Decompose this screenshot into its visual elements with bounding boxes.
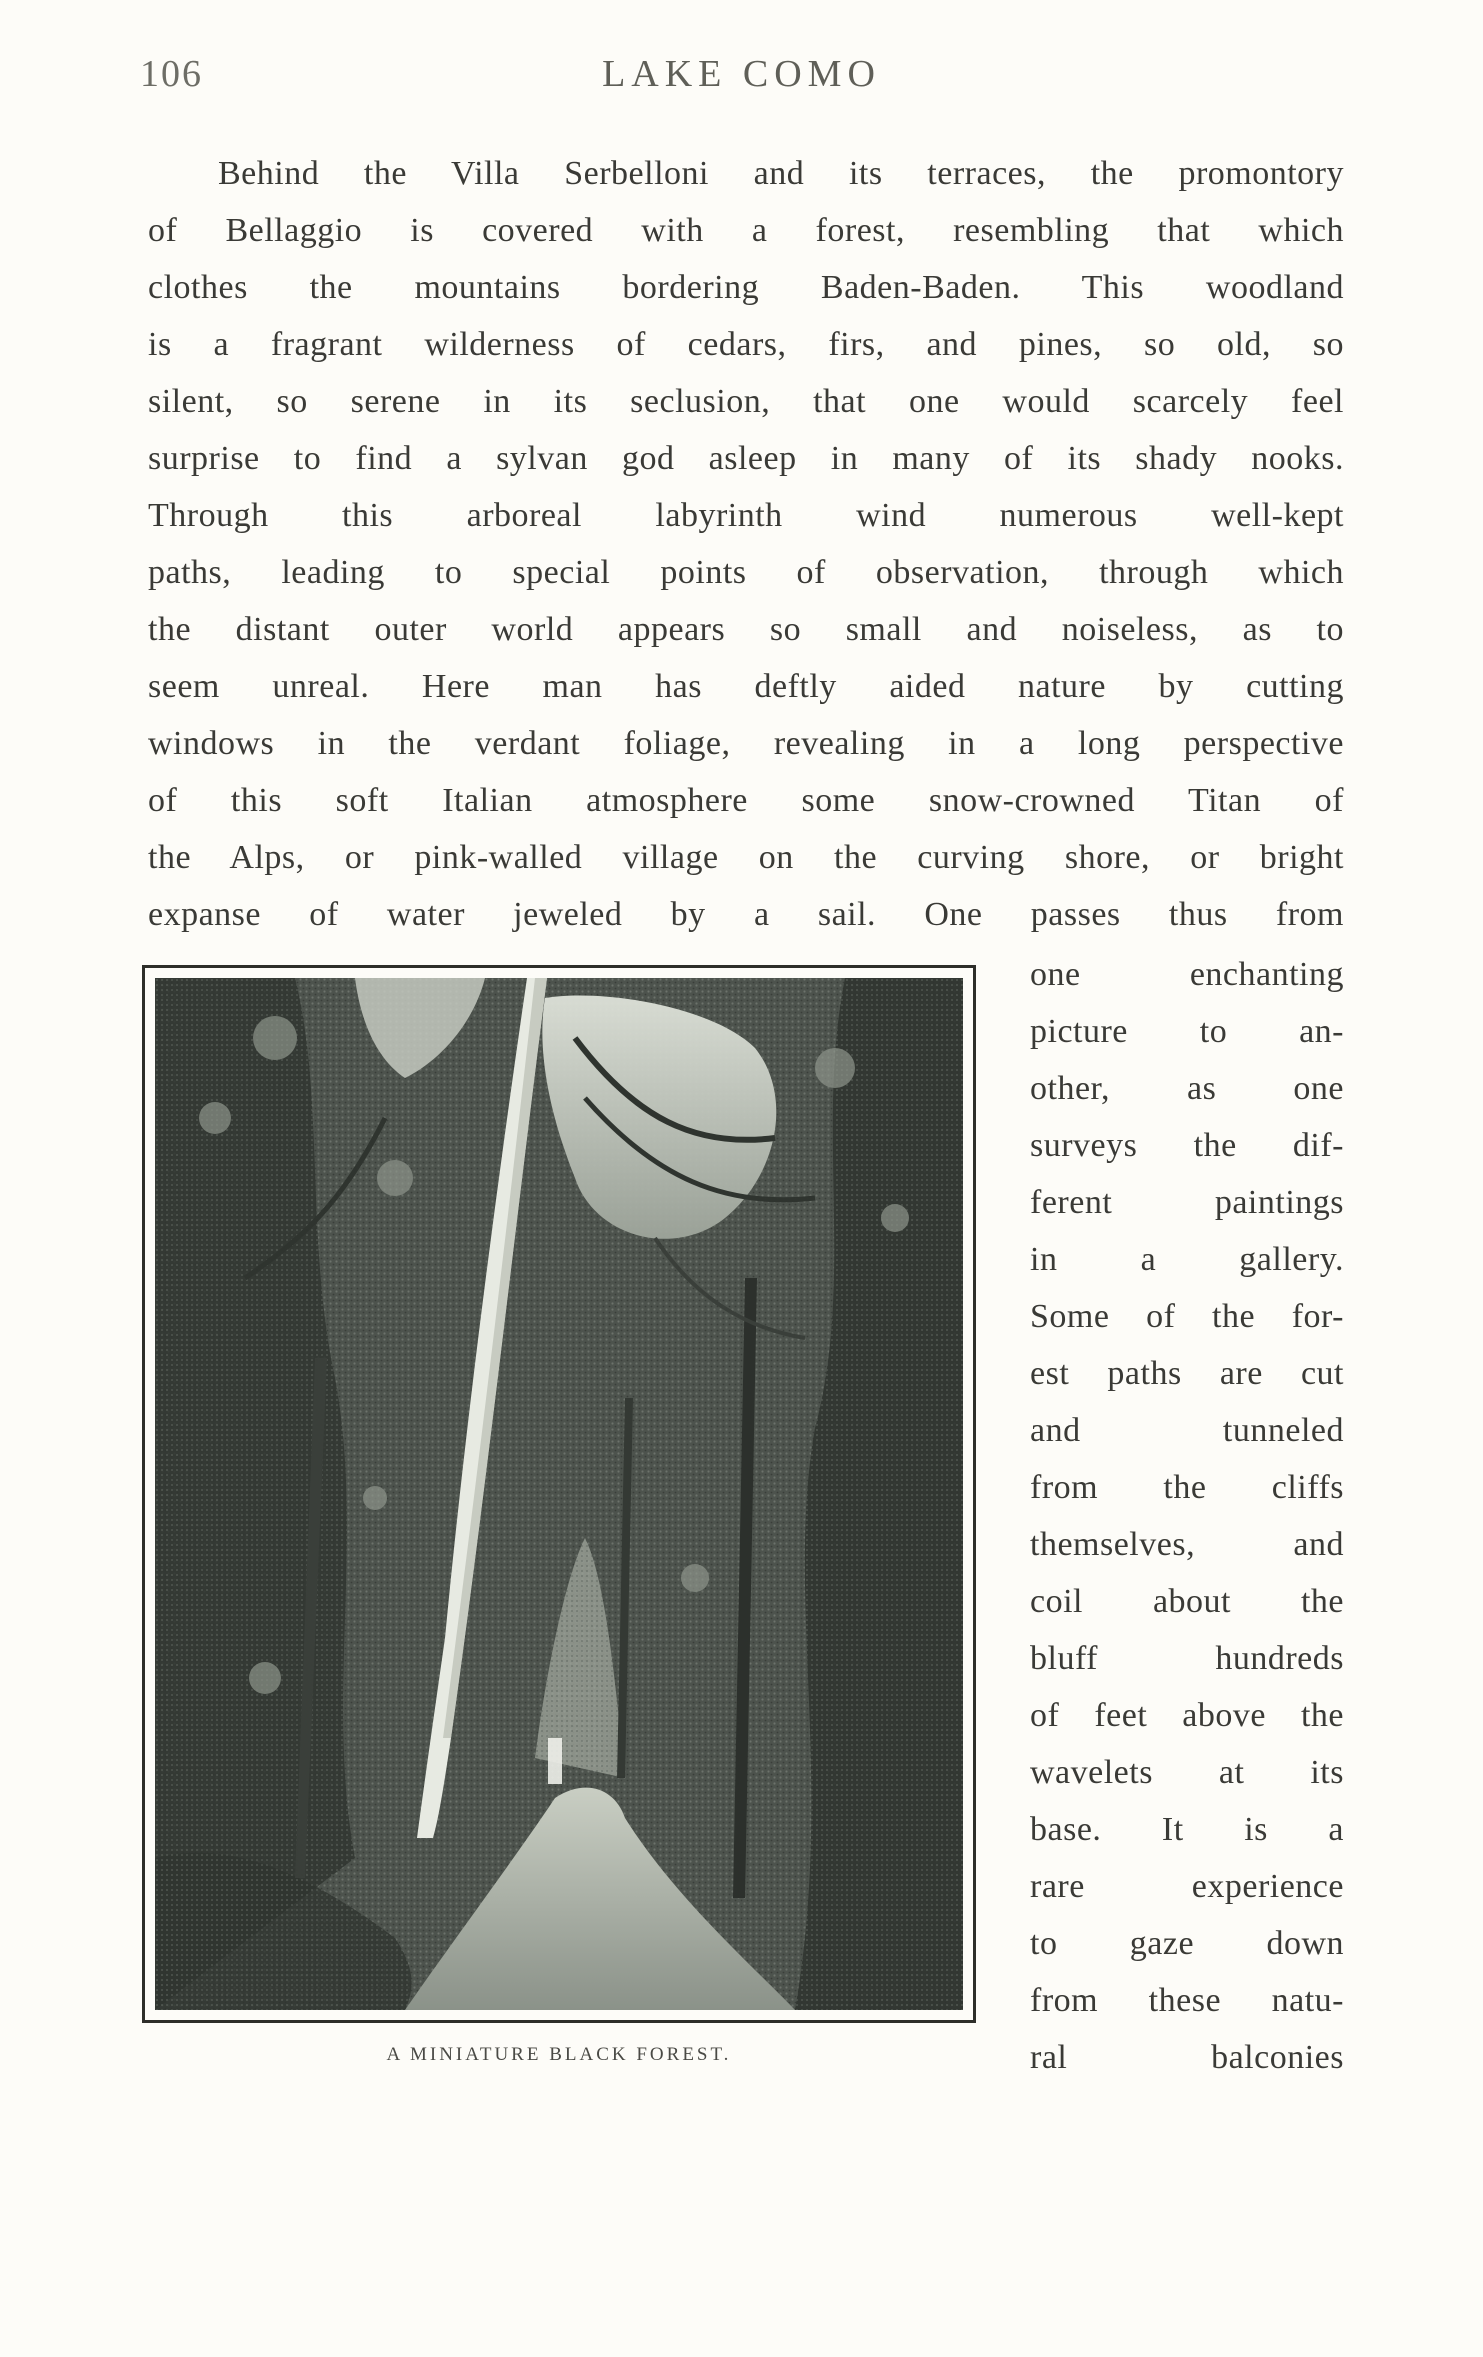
forest-path-image: [155, 978, 963, 2010]
text-line: Through this arboreal labyrinth wind numerous well-kept: [148, 497, 1344, 534]
side-text-line: other, as one: [1030, 1070, 1344, 1107]
running-title: LAKE COMO: [602, 53, 881, 95]
page-number: 106: [140, 53, 203, 95]
side-text-line: themselves, and: [1030, 1526, 1344, 1563]
text-line: Behind the Villa Serbelloni and its terraces, the promontory: [218, 155, 1344, 192]
text-line: the Alps, or pink-walled village on the curving shore, or bright: [148, 839, 1344, 876]
side-text-line: one enchanting: [1030, 956, 1344, 993]
text-line: of Bellaggio is covered with a forest, resembling that which: [148, 212, 1344, 249]
text-line: the distant outer world appears so small and noiseless, as to: [148, 611, 1344, 648]
side-text-line: in a gallery.: [1030, 1241, 1344, 1278]
side-text-line: surveys the dif-: [1030, 1127, 1344, 1164]
text-line: surprise to find a sylvan god asleep in many of its shady nooks.: [148, 440, 1344, 477]
side-text-line: ral balconies: [1030, 2039, 1344, 2076]
side-text-line: from these natu-: [1030, 1982, 1344, 2019]
side-column-text: [1030, 946, 1344, 2086]
figure-caption: A MINIATURE BLACK FOREST.: [386, 2044, 732, 2065]
side-text-line: bluff hundreds: [1030, 1640, 1344, 1677]
side-text-line: base. It is a: [1030, 1811, 1344, 1848]
text-line: of this soft Italian atmosphere some snow-crowned Titan of: [148, 782, 1344, 819]
text-line: clothes the mountains bordering Baden-Baden. This woodland: [148, 269, 1344, 306]
text-line: windows in the verdant foliage, revealing in a long perspective: [148, 725, 1344, 762]
text-line: silent, so serene in its seclusion, that one would scarcely feel: [148, 383, 1344, 420]
side-text-line: wavelets at its: [1030, 1754, 1344, 1791]
main-paragraph: [148, 145, 1344, 943]
side-text-line: ferent paintings: [1030, 1184, 1344, 1221]
text-line: seem unreal. Here man has deftly aided nature by cutting: [148, 668, 1344, 705]
text-line: is a fragrant wilderness of cedars, firs, and pines, so old, so: [148, 326, 1344, 363]
forest-illustration: [142, 965, 976, 2023]
side-text-line: rare experience: [1030, 1868, 1344, 1905]
text-line: expanse of water jeweled by a sail. One passes thus from: [148, 896, 1344, 933]
side-text-line: from the cliffs: [1030, 1469, 1344, 1506]
side-text-line: of feet above the: [1030, 1697, 1344, 1734]
side-text-line: to gaze down: [1030, 1925, 1344, 1962]
text-line: paths, leading to special points of observation, through which: [148, 554, 1344, 591]
side-text-line: Some of the for-: [1030, 1298, 1344, 1335]
side-text-line: and tunneled: [1030, 1412, 1344, 1449]
side-text-line: picture to an-: [1030, 1013, 1344, 1050]
side-text-line: coil about the: [1030, 1583, 1344, 1620]
side-text-line: est paths are cut: [1030, 1355, 1344, 1392]
